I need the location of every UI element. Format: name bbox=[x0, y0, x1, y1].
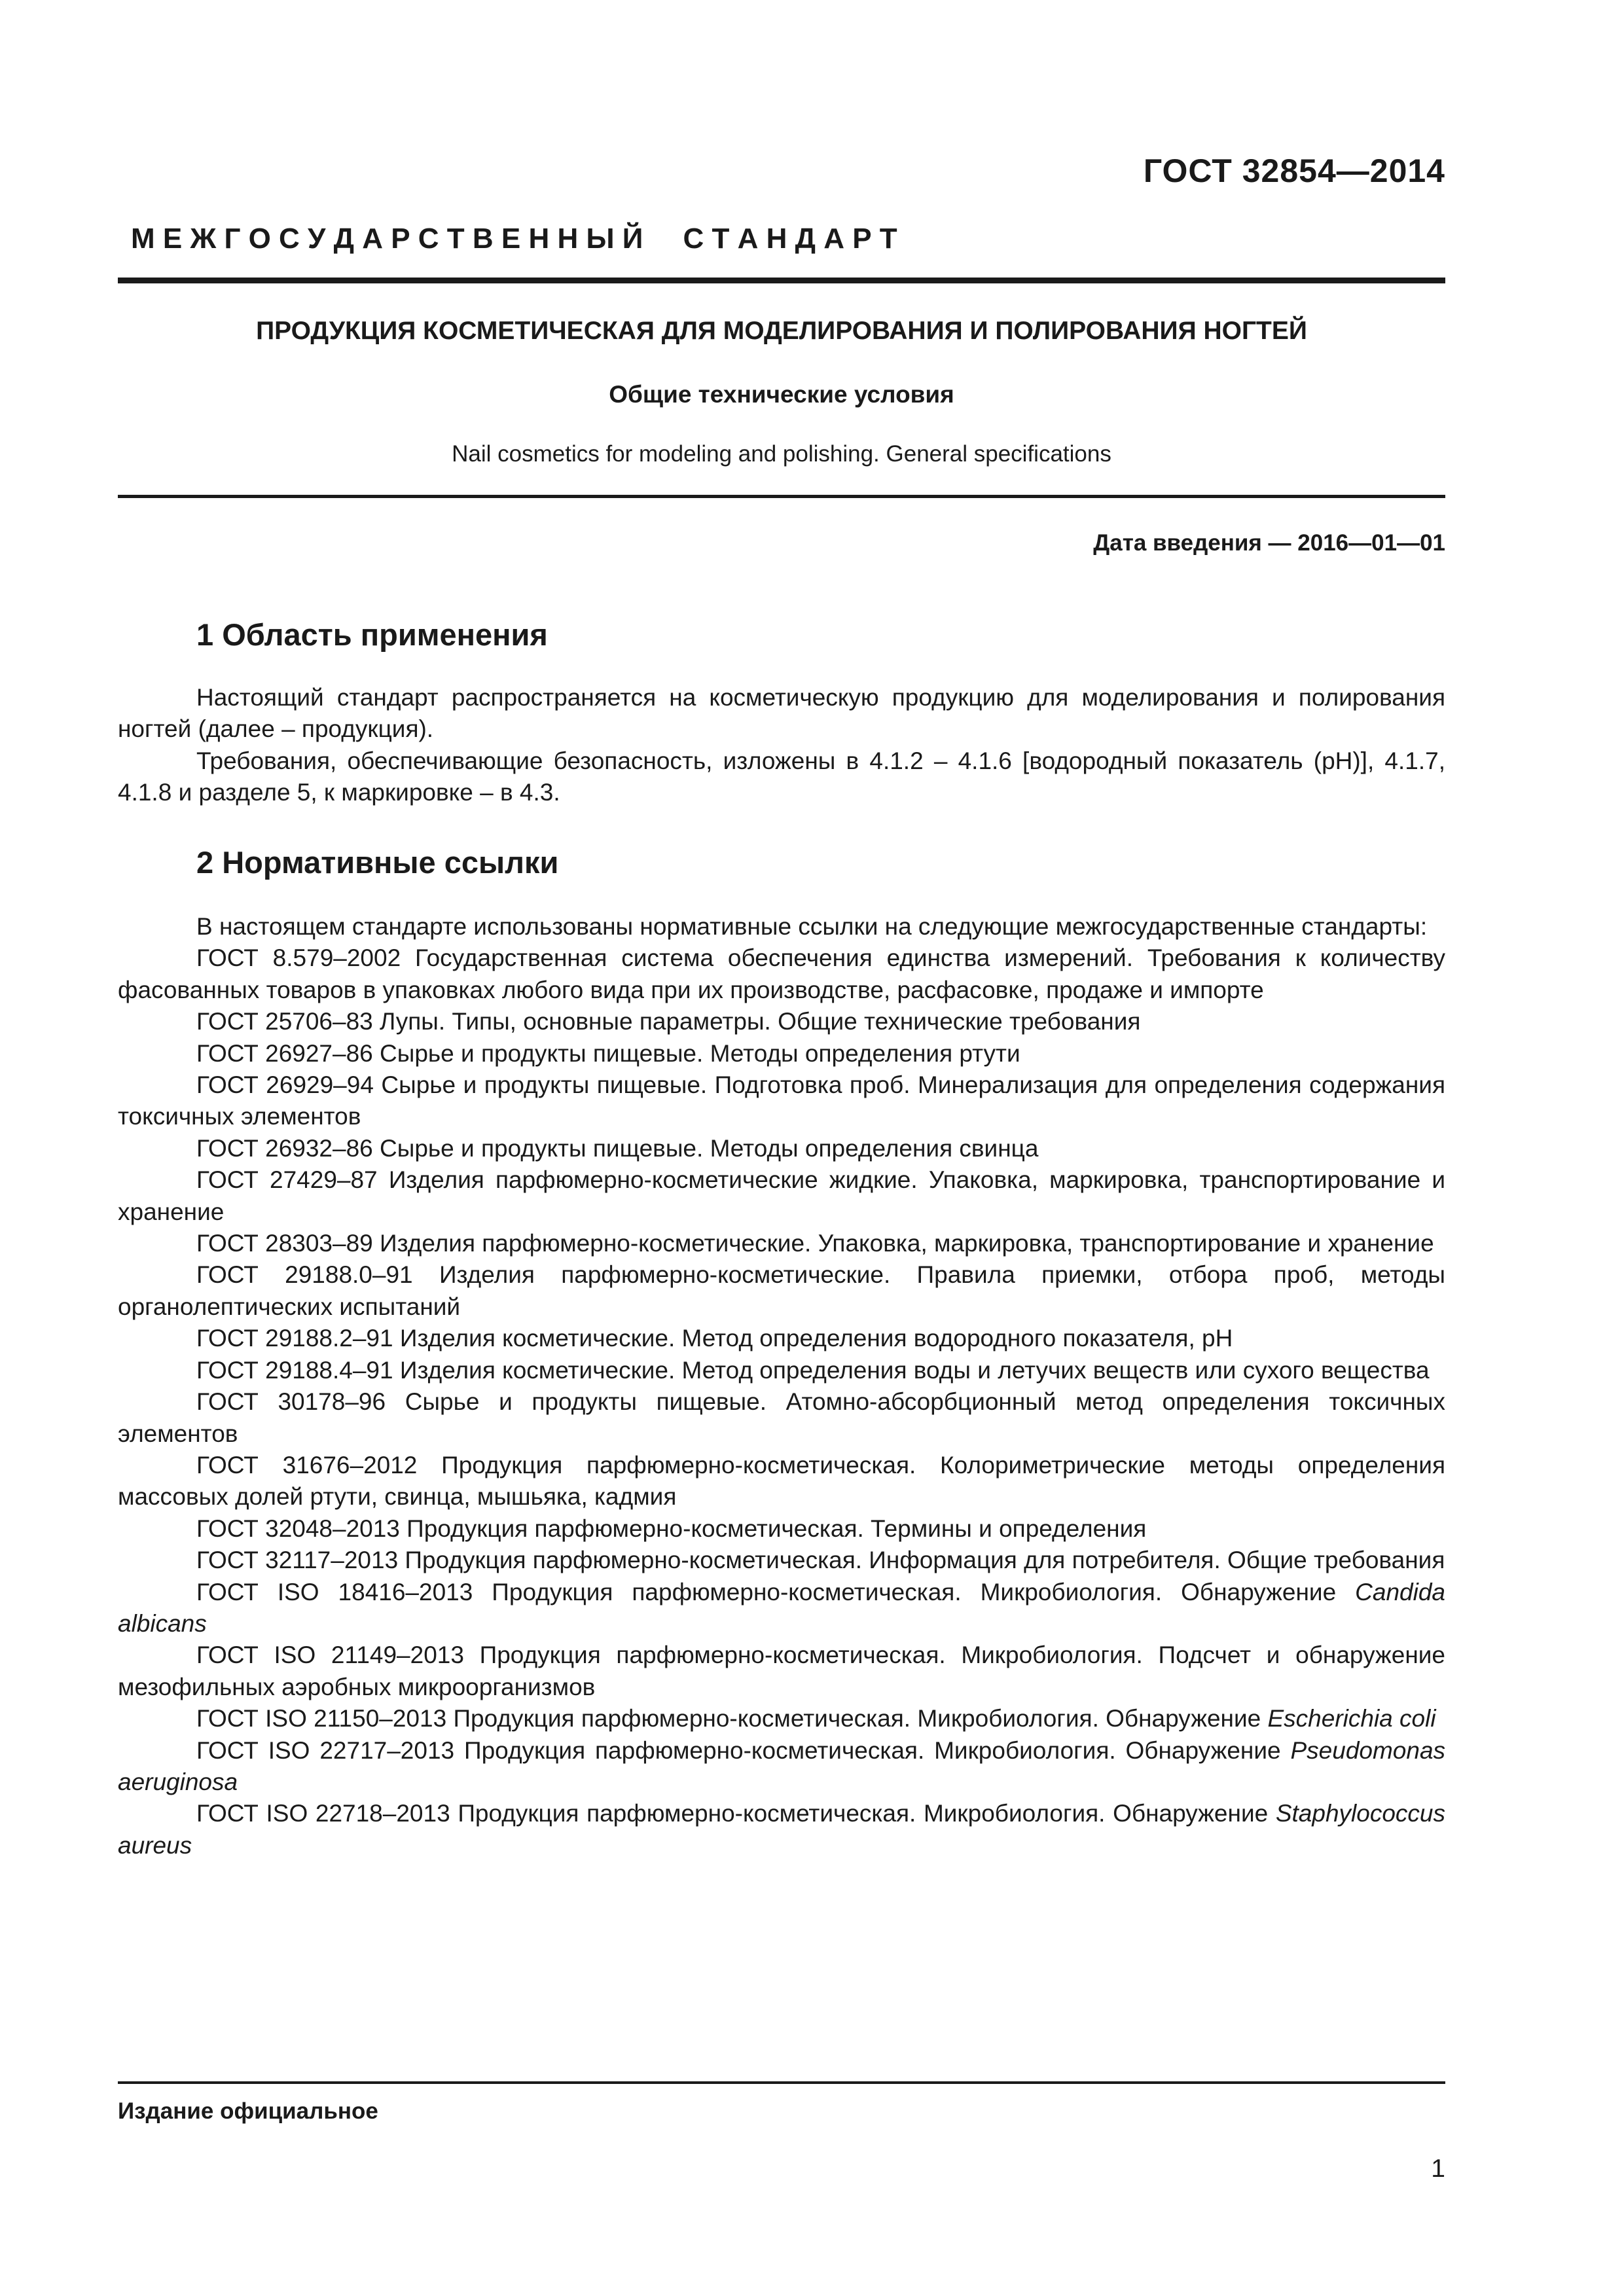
reference-title: Продукция парфюмерно-косметическая. Информация для потребителя. Общие требования bbox=[405, 1547, 1445, 1574]
reference-code: ГОСТ ISO 21150–2013 bbox=[196, 1705, 447, 1732]
reference-title: Продукция парфюмерно-косметическая. Колориметрические методы определения массовых долей ртути, свинца, мышьяка, кадмия bbox=[118, 1451, 1445, 1511]
section-2-intro: В настоящем стандарте использованы нормативные ссылки на следующие межгосударственные стандарты: bbox=[196, 913, 1428, 940]
reference-code: ГОСТ ISO 21149–2013 bbox=[196, 1641, 464, 1669]
reference-title: Изделия косметические. Метод определения водородного показателя, pH bbox=[399, 1325, 1233, 1352]
reference-item bbox=[118, 1450, 1445, 1513]
reference-code: ГОСТ ISO 18416–2013 bbox=[196, 1578, 473, 1605]
reference-item bbox=[118, 1164, 1445, 1228]
reference-code: ГОСТ 30178–96 bbox=[196, 1388, 386, 1416]
reference-code: ГОСТ 26927–86 bbox=[196, 1039, 373, 1067]
reference-code: ГОСТ 32048–2013 bbox=[196, 1515, 400, 1542]
reference-title: Продукция парфюмерно-косметическая. Термины и определения bbox=[406, 1515, 1147, 1542]
section-1-heading: 1 Область применения bbox=[196, 617, 548, 652]
reference-item bbox=[118, 1006, 1445, 1037]
official-edition-label: Издание официальное bbox=[118, 2098, 378, 2124]
document-title: ПРОДУКЦИЯ КОСМЕТИЧЕСКАЯ ДЛЯ МОДЕЛИРОВАНИЯ И ПОЛИРОВАНИЯ НОГТЕЙ bbox=[256, 317, 1307, 345]
header-rule bbox=[118, 278, 1445, 283]
reference-organism: Staphylococcus aureus bbox=[118, 1800, 1445, 1859]
reference-code: ГОСТ 26929–94 bbox=[196, 1071, 374, 1099]
section-2-heading: 2 Нормативные ссылки bbox=[196, 845, 559, 880]
reference-code: ГОСТ 28303–89 bbox=[196, 1230, 373, 1257]
section-1-paragraph: Настоящий стандарт распространяется на косметическую продукцию для моделирования и полирования ногтей (далее – продукция). bbox=[118, 684, 1445, 743]
section-1-paragraph: Требования, обеспечивающие безопасность, изложены в 4.1.2 – 4.1.6 [водородный показатель (pH)], 4.1.7, 4.1.8 и разделе 5, к маркировке – в 4.3. bbox=[118, 747, 1445, 806]
reference-item bbox=[118, 1259, 1445, 1323]
reference-item bbox=[118, 1355, 1445, 1386]
reference-item bbox=[118, 1577, 1445, 1640]
reference-item bbox=[118, 1228, 1445, 1259]
introduction-date: Дата введения — 2016—01—01 bbox=[1093, 530, 1445, 556]
document-english-title: Nail cosmetics for modeling and polishing. General specifications bbox=[452, 441, 1111, 467]
reference-list bbox=[118, 942, 1445, 1861]
reference-title: Государственная система обеспечения единства измерений. Требования к количеству фасованных товаров в упаковках любого вида при их производстве, расфасовке, продаже и импорте bbox=[118, 944, 1446, 1003]
reference-code: ГОСТ 26932–86 bbox=[196, 1134, 373, 1162]
reference-item bbox=[118, 1038, 1445, 1069]
reference-title: Продукция парфюмерно-косметическая. Микробиология. Обнаружение bbox=[464, 1736, 1281, 1764]
reference-item bbox=[118, 1545, 1445, 1576]
reference-organism: Candida albicans bbox=[118, 1578, 1445, 1637]
reference-title: Продукция парфюмерно-косметическая. Микробиология. Обнаружение bbox=[492, 1578, 1337, 1605]
reference-code: ГОСТ 25706–83 bbox=[196, 1008, 373, 1035]
reference-item bbox=[118, 1640, 1445, 1703]
reference-item bbox=[118, 1069, 1445, 1133]
reference-title: Продукция парфюмерно-косметическая. Микробиология. Подсчет и обнаружение мезофильных аэробных микроорганизмов bbox=[118, 1641, 1445, 1700]
reference-code: ГОСТ 29188.4–91 bbox=[196, 1356, 393, 1384]
reference-code: ГОСТ ISO 22717–2013 bbox=[196, 1736, 455, 1764]
reference-title: Сырье и продукты пищевые. Методы определения свинца bbox=[380, 1134, 1039, 1162]
reference-item bbox=[118, 1735, 1445, 1799]
reference-title: Сырье и продукты пищевые. Атомно-абсорбционный метод определения токсичных элементов bbox=[118, 1388, 1445, 1447]
section-2-body bbox=[118, 911, 1445, 1861]
reference-code: ГОСТ 31676–2012 bbox=[196, 1451, 418, 1479]
reference-item bbox=[118, 1386, 1445, 1450]
page-number: 1 bbox=[1431, 2155, 1445, 2183]
reference-title: Продукция парфюмерно-косметическая. Микробиология. Обнаружение bbox=[458, 1800, 1269, 1827]
reference-code: ГОСТ 29188.2–91 bbox=[196, 1325, 393, 1352]
footer-rule bbox=[118, 2081, 1445, 2084]
reference-code: ГОСТ ISO 22718–2013 bbox=[196, 1800, 450, 1827]
reference-code: ГОСТ 32117–2013 bbox=[196, 1547, 399, 1574]
reference-item bbox=[118, 942, 1445, 1006]
reference-organism: Pseudomonas aeruginosa bbox=[118, 1736, 1446, 1795]
reference-code: ГОСТ 8.579–2002 bbox=[196, 944, 401, 972]
reference-code: ГОСТ 27429–87 bbox=[196, 1166, 378, 1194]
title-rule bbox=[118, 495, 1445, 498]
reference-item bbox=[118, 1703, 1445, 1734]
reference-item bbox=[118, 1133, 1445, 1164]
interstate-standard-banner: М Е Ж Г О С У Д А Р С Т В Е Н Н Ы Й С Т А Н Д А Р Т bbox=[131, 223, 897, 255]
reference-title: Изделия парфюмерно-косметические. Правила приемки, отбора проб, методы органолептических испытаний bbox=[118, 1261, 1446, 1320]
reference-title: Изделия парфюмерно-косметические. Упаковка, маркировка, транспортирование и хранение bbox=[380, 1230, 1434, 1257]
reference-item bbox=[118, 1798, 1445, 1861]
reference-title: Продукция парфюмерно-косметическая. Микробиология. Обнаружение bbox=[453, 1705, 1261, 1732]
standard-number: ГОСТ 32854—2014 bbox=[1143, 152, 1445, 189]
reference-code: ГОСТ 29188.0–91 bbox=[196, 1261, 413, 1289]
section-1-body bbox=[118, 682, 1445, 809]
reference-title: Сырье и продукты пищевые. Подготовка проб. Минерализация для определения содержания токсичных элементов bbox=[118, 1071, 1446, 1130]
document-subtitle: Общие технические условия bbox=[609, 381, 954, 408]
reference-title: Лупы. Типы, основные параметры. Общие технические требования bbox=[380, 1008, 1141, 1035]
reference-organism: Escherichia coli bbox=[1267, 1705, 1436, 1732]
reference-title: Изделия парфюмерно-косметические жидкие. Упаковка, маркировка, транспортирование и хранение bbox=[118, 1166, 1445, 1225]
reference-item bbox=[118, 1513, 1445, 1545]
reference-title: Сырье и продукты пищевые. Методы определения ртути bbox=[380, 1039, 1020, 1067]
reference-item bbox=[118, 1323, 1445, 1354]
reference-title: Изделия косметические. Метод определения воды и летучих веществ или сухого вещества bbox=[399, 1356, 1430, 1384]
